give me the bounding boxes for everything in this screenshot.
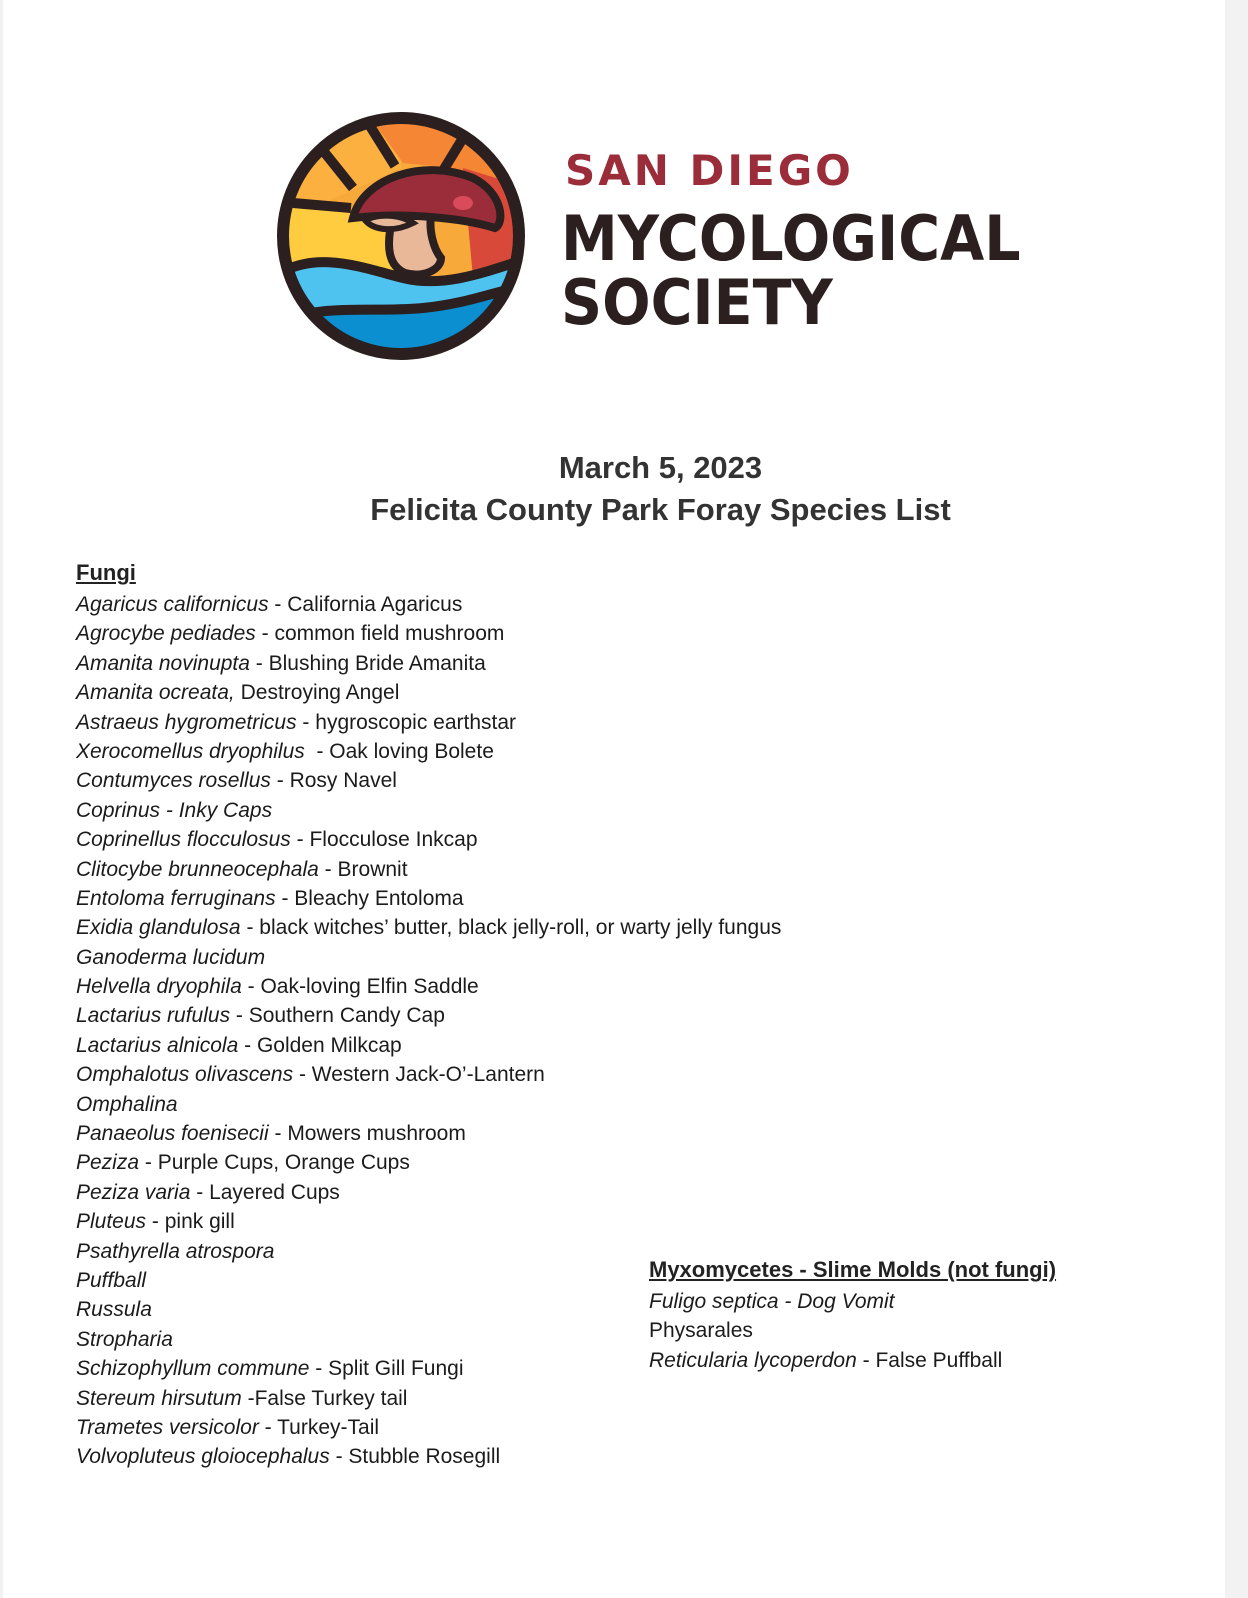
species-item — [649, 1316, 1002, 1345]
scientific-name: Coprinus - Inky Caps — [76, 798, 273, 822]
species-item — [76, 1148, 781, 1177]
common-name: Oak-loving Elfin Saddle — [260, 975, 479, 999]
common-name: Destroying Angel — [240, 681, 400, 705]
species-item — [76, 590, 781, 619]
scientific-name: Puffball — [76, 1268, 147, 1292]
scientific-name: Trametes versicolor — [76, 1415, 259, 1439]
species-item — [76, 1001, 781, 1030]
species-item — [649, 1346, 1002, 1375]
scientific-name: Pluteus — [76, 1210, 147, 1234]
separator: - — [268, 1122, 288, 1146]
scientific-name: Russula — [76, 1298, 152, 1322]
scientific-name: Amanita ocreata, — [76, 681, 235, 705]
common-name: pink gill — [164, 1210, 235, 1234]
species-item — [76, 649, 781, 678]
scientific-name: Lactarius rufulus — [76, 1004, 231, 1028]
common-name: Physarales — [649, 1319, 753, 1343]
separator: - — [296, 710, 316, 734]
scientific-name: Omphalina — [76, 1092, 178, 1116]
species-item — [76, 825, 781, 854]
common-name: Southern Candy Cap — [248, 1004, 445, 1028]
scientific-name: Helvella dryophila — [76, 975, 242, 999]
scientific-name: Amanita novinupta — [76, 651, 250, 675]
scientific-name: Omphalotus olivascens — [76, 1063, 294, 1087]
scientific-name: Psathyrella atrospora — [76, 1239, 275, 1263]
scientific-name: Agaricus californicus — [76, 593, 269, 616]
common-name: Bleachy Entoloma — [294, 886, 464, 910]
scientific-name: Peziza — [76, 1151, 140, 1175]
scientific-name: Ganoderma lucidum — [76, 945, 266, 969]
species-item — [76, 796, 781, 825]
species-item — [76, 855, 781, 884]
species-item — [76, 972, 781, 1001]
mushroom-emblem-icon — [273, 108, 529, 364]
scientific-name: Contumyces rosellus — [76, 769, 271, 793]
scientific-name: Xerocomellus dryophilus — [76, 739, 305, 763]
common-name: Stubble Rosegill — [348, 1445, 501, 1469]
separator: - — [290, 828, 310, 852]
separator: - — [240, 916, 260, 940]
species-item — [76, 943, 781, 972]
myxomycetes-list — [649, 1287, 1002, 1375]
common-name: Layered Cups — [209, 1180, 340, 1204]
separator: - — [230, 1004, 249, 1028]
separator: - — [190, 1180, 210, 1204]
scientific-name: Fuligo septica - Dog Vomit — [649, 1290, 895, 1313]
scientific-name: Lactarius alnicola — [76, 1033, 239, 1057]
common-name: Split Gill Fungi — [328, 1357, 464, 1381]
scientific-name: Stereum hirsutum — [76, 1386, 242, 1410]
species-item — [76, 1442, 781, 1471]
separator: - — [249, 651, 269, 675]
common-name: Mowers mushroom — [287, 1122, 466, 1146]
common-name: Western Jack-O’-Lantern — [311, 1063, 545, 1087]
common-name: hygroscopic earthstar — [315, 710, 517, 734]
scientific-name: Coprinellus flocculosus — [76, 828, 291, 852]
separator: - — [146, 1210, 165, 1234]
species-item — [76, 737, 781, 766]
separator: - — [270, 769, 290, 793]
scientific-name: Panaeolus foenisecii — [76, 1122, 269, 1146]
species-item — [76, 766, 781, 795]
species-item — [76, 1207, 781, 1236]
common-name: False Turkey tail — [254, 1386, 408, 1410]
species-item — [76, 678, 781, 707]
species-item — [76, 1060, 781, 1089]
scientific-name: Peziza varia — [76, 1180, 191, 1204]
fungi-heading: Fungi — [76, 560, 136, 585]
common-name: False Puffball — [875, 1348, 1003, 1372]
scientific-name: Schizophyllum commune — [76, 1357, 310, 1381]
separator: - — [241, 975, 261, 999]
scientific-name: Volvopluteus gloiocephalus — [76, 1445, 330, 1469]
species-item — [76, 1384, 781, 1413]
scientific-name: Clitocybe brunneocephala — [76, 857, 319, 881]
scientific-name: Entoloma ferruginans — [76, 886, 276, 910]
species-item — [76, 1119, 781, 1148]
common-name: Turkey-Tail — [277, 1415, 380, 1439]
species-item — [76, 1090, 781, 1119]
separator: - — [275, 886, 295, 910]
separator: - — [309, 1357, 329, 1381]
scientific-name: Astraeus hygrometricus — [76, 710, 297, 734]
common-name: Flocculose Inkcap — [309, 828, 478, 852]
species-item — [76, 1178, 781, 1207]
separator: - — [258, 1415, 278, 1439]
species-item — [76, 1031, 781, 1060]
separator: - — [856, 1348, 876, 1372]
species-item — [76, 884, 781, 913]
separator: - — [318, 857, 338, 881]
common-name: common field mushroom — [274, 622, 505, 646]
document-page — [3, 0, 1225, 1598]
common-name: Oak loving Bolete — [329, 739, 494, 763]
document-title: Felicita County Park Foray Species List — [370, 492, 951, 527]
scientific-name: Agrocybe pediades — [76, 622, 256, 646]
logo-line-1: SAN DIEGO — [565, 146, 854, 195]
species-item — [76, 1413, 781, 1442]
common-name: Golden Milkcap — [256, 1033, 402, 1057]
society-logo — [273, 108, 1021, 368]
common-name: Blushing Bride Amanita — [268, 651, 486, 675]
logo-line-3: SOCIETY — [561, 266, 833, 339]
myxomycetes-heading: Myxomycetes - Slime Molds (not fungi) — [649, 1257, 1057, 1282]
common-name: Purple Cups, Orange Cups — [157, 1151, 410, 1175]
common-name: Rosy Navel — [289, 769, 397, 793]
scientific-name: Stropharia — [76, 1327, 173, 1351]
common-name: black witches’ butter, black jelly-roll, or warty jelly fungus — [259, 916, 782, 940]
species-item — [76, 708, 781, 737]
separator: - — [139, 1151, 158, 1175]
species-item — [76, 913, 781, 942]
separator: - — [241, 1386, 255, 1410]
species-item — [649, 1287, 1002, 1316]
scientific-name: Exidia glandulosa — [76, 916, 241, 940]
separator: - — [304, 739, 330, 763]
separator: - — [255, 622, 275, 646]
separator: - — [293, 1063, 312, 1087]
common-name: Brownit — [337, 857, 408, 881]
logo-line-2: MYCOLOGICAL — [561, 202, 1021, 275]
scientific-name: Reticularia lycoperdon — [649, 1348, 857, 1372]
species-item — [76, 619, 781, 648]
common-name: California Agaricus — [287, 593, 463, 616]
separator: - — [238, 1033, 257, 1057]
separator: - — [329, 1445, 349, 1469]
document-date: March 5, 2023 — [558, 450, 763, 485]
separator: - — [268, 593, 288, 616]
